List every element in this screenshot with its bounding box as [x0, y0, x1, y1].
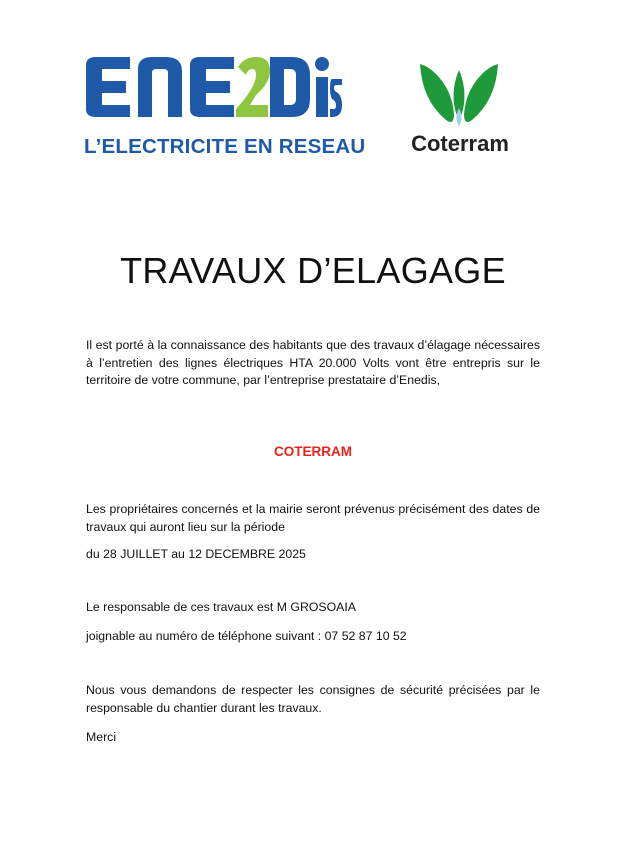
company-name: COTERRAM — [274, 444, 352, 459]
enedis-logo — [84, 55, 366, 163]
owners-paragraph: Les propriétaires concernés et la mairie seront prévenus précisément des dates de travaux qui auront lieu sur la période — [86, 502, 540, 534]
intro-paragraph: Il est porté à la connaissance des habitants que des travaux d’élagage nécessaires à l’entretien des lignes électriques HTA 20.000 Volts vont être entrepris sur le territoire de votre commune, par l’entreprise prestataire d’Enedis, — [86, 338, 540, 387]
responsible-paragraph: Le responsable de ces travaux est M GROSOAIA — [86, 600, 356, 614]
page-title: TRAVAUX D’ELAGAGE — [120, 250, 506, 291]
coterram-name: Coterram — [411, 131, 509, 156]
thanks-paragraph: Merci — [86, 730, 117, 744]
period-paragraph: du 28 JUILLET au 12 DECEMBRE 2025 — [86, 547, 306, 561]
enedis-wordmark-icon — [84, 55, 342, 121]
coterram-leaf-icon — [418, 60, 500, 130]
coterram-logo — [398, 60, 522, 160]
enedis-tagline: L’ELECTRICITE EN RESEAU — [84, 135, 366, 158]
phone-paragraph: joignable au numéro de téléphone suivant : 07 52 87 10 52 — [86, 629, 407, 643]
safety-paragraph: Nous vous demandons de respecter les consignes de sécurité précisées par le responsable du chantier durant les travaux. — [86, 683, 540, 715]
